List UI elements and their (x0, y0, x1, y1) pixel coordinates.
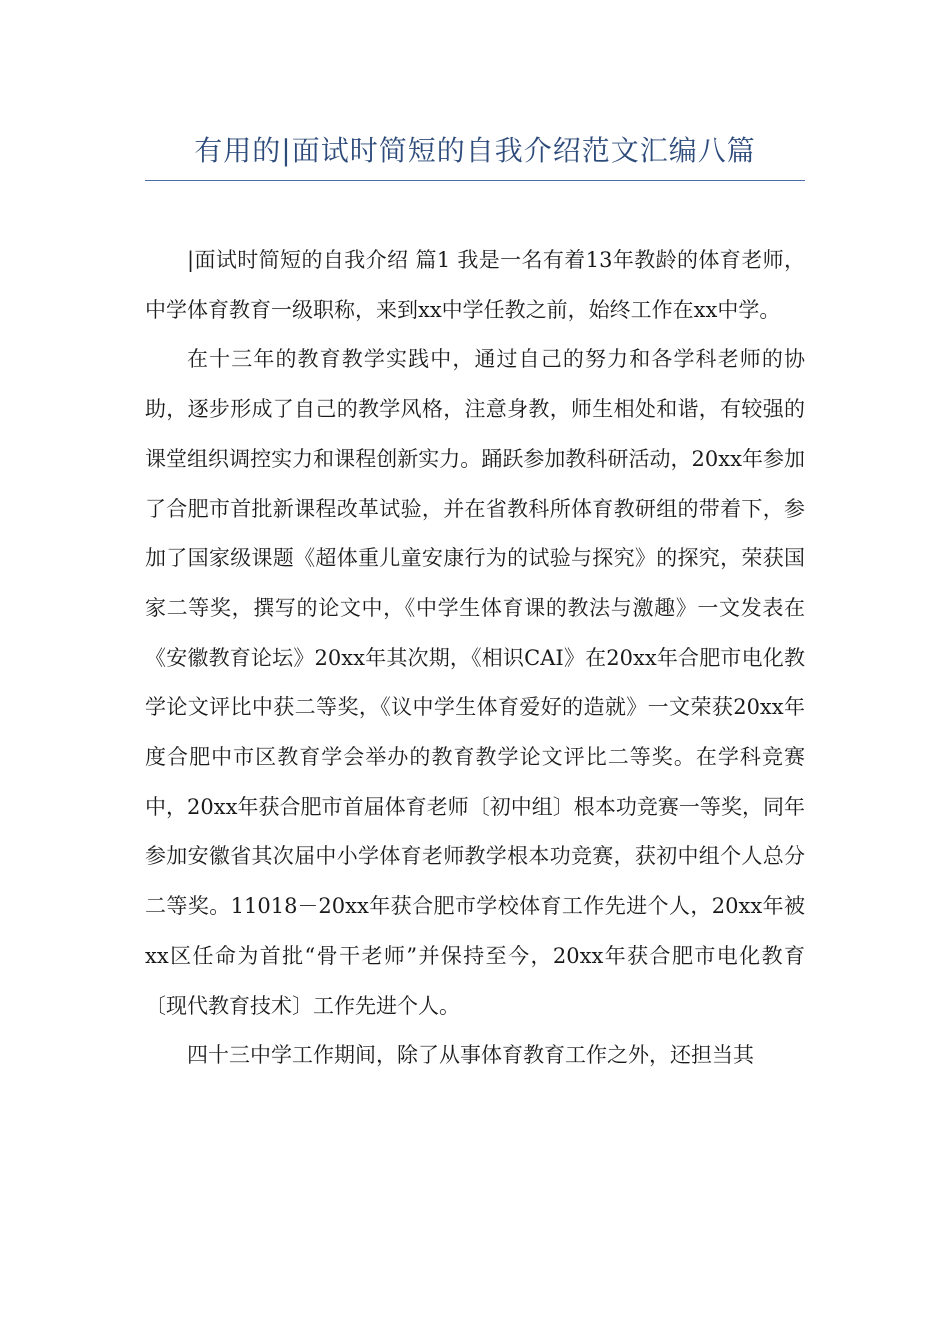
document-title: 有用的|面试时简短的自我介绍范文汇编八篇 (194, 134, 756, 167)
document-body (145, 236, 805, 1081)
paragraph-1: |面试时简短的自我介绍 篇1 我是一名有着13年教龄的体育老师，中学体育教育一级职称，来到xx中学任教之前，始终工作在xx中学。 (145, 248, 805, 322)
paragraph-3: 四十三中学工作期间，除了从事体育教育工作之外，还担当其 (187, 1043, 754, 1068)
paragraph-2: 在十三年的教育教学实践中，通过自己的努力和各学科老师的协助，逐步形成了自己的教学风格，注意身教，师生相处和谐，有较强的课堂组织调控实力和课程创新实力。踊跃参加教科研活动，20xx年参加了合肥市首批新课程改革试验，并在省教科所体育教研组的带着下，参加了国家级课题《超体重儿童安康行为的试验与探究》的探究，荣获国家二等奖，撰写的论文中，《中学生体育课的教法与激趣》一文发表在《安徽教育论坛》20xx年其次期，《相识CAI》在20xx年合肥市电化教学论文评比中获二等奖，《议中学生体育爱好的造就》一文荣获20xx年度合肥中市区教育学会举办的教育教学论文评比二等奖。在学科竞赛中，20xx年获合肥市首届体育老师〔初中组〕根本功竞赛一等奖，同年参加安徽省其次届中小学体育老师教学根本功竞赛，获初中组个人总分二等奖。11018－20xx年获合肥市学校体育工作先进个人，20xx年被xx区任命为首批“骨干老师”并保持至今，20xx年获合肥市电化教育〔现代教育技术〕工作先进个人。 (145, 347, 805, 1018)
title-underline (145, 180, 805, 181)
